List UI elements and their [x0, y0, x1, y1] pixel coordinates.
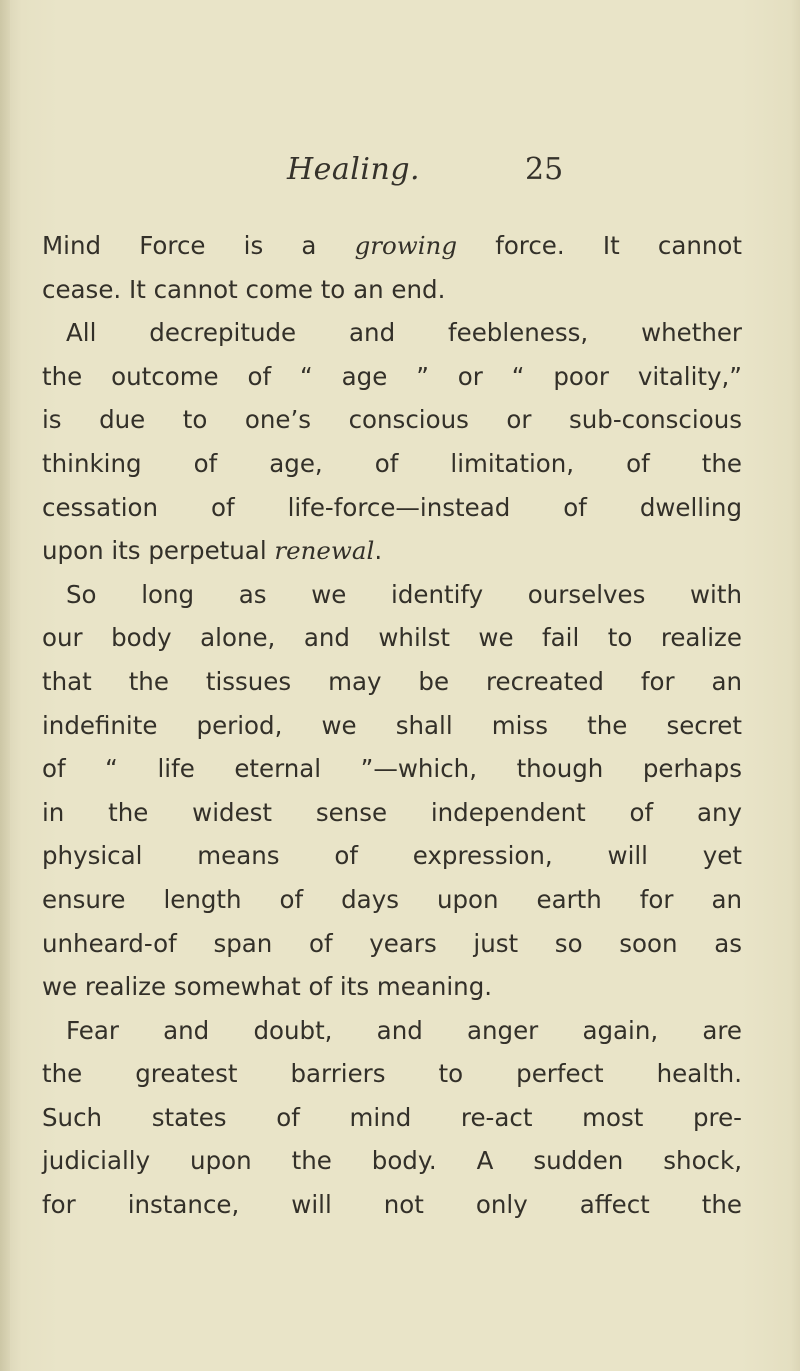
text-line-12: indefinite period, we shall miss the secret: [42, 710, 742, 740]
text-line-23: for instance, will not only affect the: [42, 1190, 742, 1220]
text-line-7: cessation of life-force—instead of dwelling: [42, 492, 742, 522]
text-line-10: our body alone, and whilst we fail to realize: [42, 623, 742, 653]
text-line-18: we realize somewhat of its meaning.: [42, 972, 493, 1002]
text-line-20: the greatest barriers to perfect health.: [42, 1059, 742, 1089]
text-line-14: in the widest sense independent of any: [42, 797, 742, 827]
text-line-19: Fear and doubt, and anger again, are: [66, 1015, 742, 1045]
text-line-9: So long as we identify ourselves with: [66, 579, 742, 609]
body-text: [42, 224, 742, 1227]
binding-gutter: [0, 0, 10, 1371]
text-line-8: upon its perpetual renewal.: [42, 536, 383, 566]
text-line-11: that the tissues may be recreated for an: [42, 666, 742, 696]
page-header: [0, 152, 800, 202]
text-line-13: of “ life eternal ”—which, though perhaps: [42, 754, 742, 784]
text-line-21: Such states of mind re-act most pre-: [42, 1102, 742, 1132]
text-line-4: the outcome of “ age ” or “ poor vitality,”: [42, 361, 742, 391]
text-line-15: physical means of expression, will yet: [42, 841, 742, 871]
text-line-16: ensure length of days upon earth for an: [42, 884, 742, 914]
emphasis-growing: growing: [354, 231, 458, 260]
text-line-1: Mind Force is a growing force. It cannot: [42, 231, 742, 260]
text-line-22: judicially upon the body. A sudden shock,: [42, 1146, 742, 1176]
page-number: 25: [525, 152, 564, 187]
emphasis-renewal: renewal: [274, 536, 375, 566]
text-line-3: All decrepitude and feebleness, whether: [66, 318, 742, 348]
text-line-2: cease. It cannot come to an end.: [42, 274, 446, 304]
text-line-5: is due to one’s conscious or sub-conscious: [42, 405, 742, 435]
text-line-17: unheard-of span of years just so soon as: [42, 928, 742, 958]
text-line-6: thinking of age, of limitation, of the: [42, 448, 742, 478]
running-title: Healing.: [287, 152, 421, 187]
